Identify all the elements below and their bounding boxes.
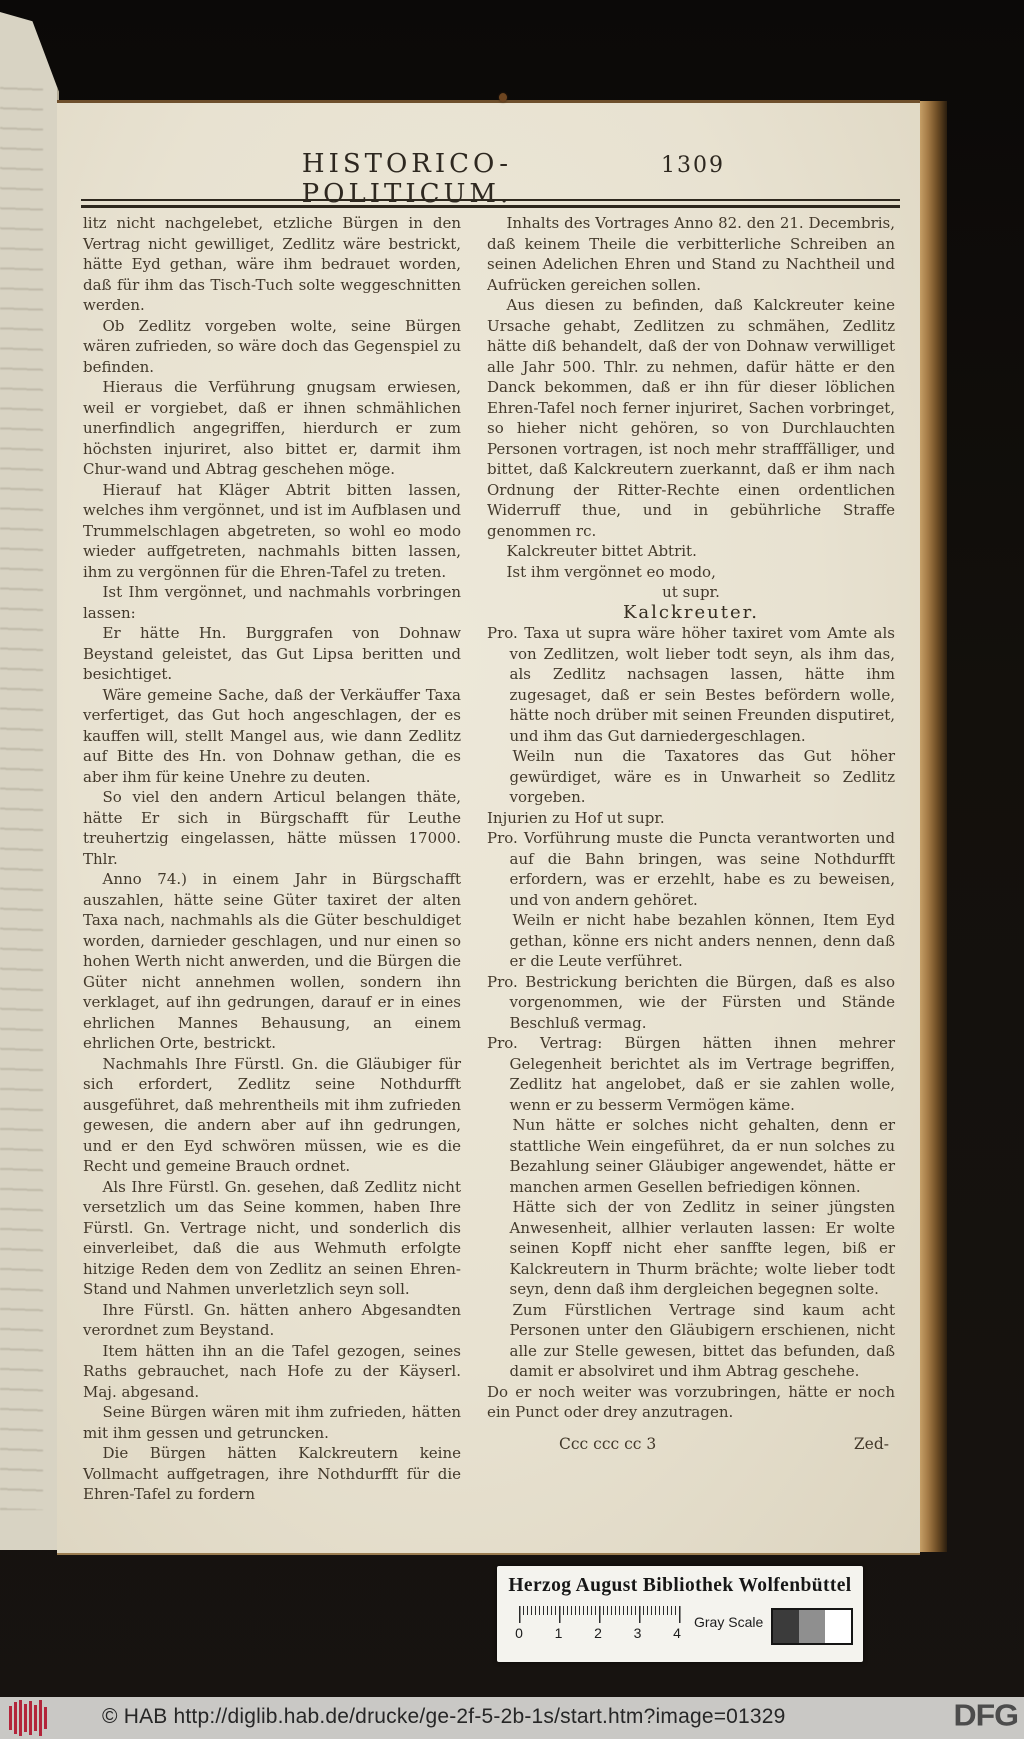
hab-logo-icon: [8, 1700, 50, 1736]
paragraph: Wäre gemeine Sache, daß der Verkäuffer Taxa verfertiget, das Gut hoch angeschlagen, der es kauffen will, stellt Mangel aus, wie dann Zedlitz auf Bitte des Hn. von Dohnaw gethan, die es aber ihm für keine Unehre zu deuten.: [83, 685, 461, 786]
page-edges-stack: [920, 101, 947, 1552]
paragraph: Weiln er nicht habe bezahlen können, Item Eyd gethan, könne ers nicht anders nennen, denn daß er die Leute verführet.: [509, 911, 895, 970]
paragraph: Nun hätte er solches nicht gehalten, denn er stattliche Wein eingeführet, da er nun solches zu Bezahlung seiner Gläubiger angewendet, hätte er manchen armen Gesellen befriedigen können.: [509, 1116, 895, 1196]
ruler-number: 2: [594, 1625, 602, 1641]
paragraph: Zum Fürstlichen Vertrage sind kaum acht Personen unter den Gläubigern erschienen, nicht alle zur Stelle gewesen, bittet das befunden, daß damit er absolviret und ihm Abtrag geschehe.: [509, 1300, 895, 1380]
library-name: Herzog August Bibliothek Wolfenbüttel: [508, 1575, 852, 1596]
gray-scale-label: Gray Scale: [694, 1614, 764, 1630]
dfg-logo: DFG: [953, 1697, 1018, 1733]
paragraph: Injurien zu Hof ut supr.: [487, 808, 665, 827]
gray-patch-dark: [773, 1610, 799, 1643]
library-color-card: [497, 1566, 863, 1662]
paragraph: Anno 74.) in einem Jahr in Bürgschafft auszahlen, hätte seine Güter taxiret der alten Taxa nach, nachmahls als die Güter beschuldiget worden, darnieder geschlagen, und nur einen so hohen Werth nicht anwerden, und die Bürgen die Güter nicht annehmen wollen, sondern ihn verklaget, auf ihn gedrungen, darauf er in eines ehrlichen Mannes Behausung, an einem ehrlichen Orte, bestrickt.: [83, 870, 461, 1052]
paragraph: Hierauf hat Kläger Abtrit bitten lassen, welches ihm vergönnet, und ist im Aufblasen und Trummelschlagen abgetreten, so wohl eo modo wieder auffgetreten, nachmahls bitten lassen, ihm zu vergönnen für die Ehren-Tafel zu treten.: [83, 480, 461, 581]
header-rule: [81, 199, 900, 208]
paragraph: Hätte sich der von Zedlitz in seiner jüngsten Anwesenheit, allhier verlauten lassen: Er wolte seinen Kopff nicht eher sanffte legen, biß er Kalckreutern in Thurm brächte; wolte lieber todt seyn, denn daß ihm dergleichen begegnen solte.: [509, 1198, 895, 1298]
ruler-number: 1: [554, 1625, 563, 1641]
wormhole-mark: [499, 93, 507, 102]
catchword: Zed-: [853, 1434, 889, 1453]
paragraph: Inhalts des Vortrages Anno 82. den 21. Decembris, daß keinem Theile die verbitterliche Schreiben an seinen Adelichen Ehren und Stand zu Nachtheil und Aufrücken gereichen sollen.: [487, 214, 895, 294]
paragraph: Seine Bürgen wären mit ihm zufrieden, hätten mit ihm gessen und getruncken.: [83, 1403, 461, 1442]
paragraph: Ist Ihm vergönnet, und nachmahls vorbringen lassen:: [83, 583, 461, 622]
signature-mark: Ccc ccc cc 3: [559, 1434, 657, 1453]
paragraph: Die Bürgen hätten Kalckreutern keine Vollmacht auffgetragen, ihre Nothdurfft für die Ehren-Tafel zu fordern: [83, 1444, 461, 1503]
paragraph: Kalckreuter bittet Abtrit.: [506, 542, 697, 560]
paragraph: Ist ihm vergönnet eo modo,: [506, 562, 716, 581]
ruler-number: 4: [673, 1625, 681, 1641]
gray-scale-patches: [771, 1608, 853, 1645]
source-url-text: © HAB http://diglib.hab.de/drucke/ge-2f-5-2b-1s/start.htm?image=01329: [102, 1705, 786, 1728]
paragraph: Do er noch weiter was vorzubringen, hätte er noch ein Punct oder drey anzutragen.: [487, 1382, 895, 1421]
paragraph: Als Ihre Fürstl. Gn. gesehen, daß Zedlitz nicht versetzlich um das Seine kommen, haben Ihre Fürstl. Gn. Vertrage nicht, und sonderlich dis einverleibet, daß die aus Wehmuth erfolgte hitzige Reden dem von Zedlitz an seinen Ehren-Stand und Nahmen unverletzlich seyn soll.: [83, 1177, 461, 1298]
color-card-row: [517, 1606, 853, 1645]
ruler-ticks: [519, 1606, 684, 1623]
paragraph: Pro. Taxa ut supra wäre höher taxiret vom Amte als von Zedlitzen, wolt lieber todt seyn, als ihm das, als Zedlitz nachsagen lassen, hätte ihm zugesaget, daß er sein Bestes befördern wolle, hätte noch drüber mit seinen Freunden disputiret, und ihm das Gut darniedergeschlagen.: [487, 624, 895, 745]
ruler-number: 0: [515, 1625, 523, 1641]
paragraph: Item hätten ihn an die Tafel gezogen, seines Raths gebrauchet, nach Hofe zu der Käyserl. Maj. abgesand.: [83, 1341, 461, 1401]
paragraph: Kalckreuter.: [622, 601, 759, 623]
paragraph: Er hätte Hn. Burggrafen von Dohnaw Beystand geleistet, das Gut Lipsa beritten und besichtiget.: [83, 624, 461, 683]
right-column-blocks: [487, 213, 895, 1423]
paragraph: litz nicht nachgelebet, etzliche Bürgen in den Vertrag nicht gewilliget, Zedlitz wäre bestrickt, hätte Eyd gethan, wäre ihm bedrauet worden, daß für ihm das Tisch-Tuch solte weggeschnitten werden.: [83, 214, 461, 314]
paragraph: So viel den andern Articul belangen thäte, hätte Er sich in Bürgschafft für Leuthe treuhertzig eingelassen, hätte müssen 17000. Thlr.: [83, 788, 461, 868]
running-title: HISTORICO-POLITICUM.: [301, 149, 513, 209]
paragraph: Pro. Vorführung muste die Puncta verantworten und auf die Bahn bringen, was seine Nothdurfft erfordern, was er erzehlt, habe es zu beweisen, und von andern gehöret.: [487, 829, 895, 909]
paragraph: Ihre Fürstl. Gn. hätten anhero Abgesandten verordnet zum Beystand.: [83, 1300, 461, 1339]
paragraph: Aus diesen zu befinden, daß Kalckreuter keine Ursache gehabt, Zedlitzen zu schmähen, Zedlitz hätte diß behandelt, daß der von Dohnaw verwilliget alle Jahr 500. Thlr. zu nehmen, dafür hätte er den Danck bekommen, daß er ihn für dieser löblichen Ehren-Tafel noch ferner injuriret, Sachen vorbringet, so hieher nicht gehören, so von Durchlauchten Personen vortragen, ist noch mehr strafffälliger, und bittet, daß Kalckreutern zuerkannt, daß er ihm nach Ordnung der Ritter-Rechte einen ordentlichen Widerruff thue, und in gebührliche Straffe genommen rc.: [487, 296, 895, 540]
paragraph: Pro. Bestrickung berichten die Bürgen, daß es also vorgenommen, wie der Fürsten und Stände Beschluß vermag.: [487, 972, 895, 1032]
paragraph: Hieraus die Verführung gnugsam erwiesen, weil er vorgiebet, daß er ihnen schmählichen unerfindlich angegriffen, hierdurch er zum höchsten injuriret, also bittet er, darmit ihm Chur-wand und Abtrag geschehen möge.: [83, 378, 461, 478]
book-page: [57, 100, 920, 1555]
paragraph: Nachmahls Ihre Fürstl. Gn. die Gläubiger für sich erfordert, Zedlitz seine Nothdurfft ausgeführet, daß mehrentheils mit ihm zufrieden gewesen, die andern aber auf ihn gedrungen, und er den Eyd schwören müssen, wie es die Recht und gemeine Brauch ordnet.: [83, 1054, 461, 1175]
paragraph: Weiln nun die Taxatores das Gut höher gewürdiget, wäre es in Unwarheit so Zedlitz vorgeben.: [509, 747, 895, 806]
paragraph: ut supr.: [662, 583, 720, 601]
adjacent-page-edge: [0, 12, 59, 1550]
ruler-number: 3: [633, 1625, 642, 1641]
gray-patch-mid: [799, 1610, 825, 1643]
footer-bar: [0, 1697, 1024, 1739]
paragraph: Pro. Vertrag: Bürgen hätten ihnen mehrer Gelegenheit berichtet als im Vertrage begriffen, Zedlitz hat angelobet, daß er sie zahlen wolle, wenn er zu besserm Vermögen käme.: [487, 1034, 895, 1114]
left-text-column: [83, 213, 461, 1505]
signature-row: [487, 1423, 895, 1453]
text-columns: [83, 213, 895, 1505]
ruler-numbers: [512, 1625, 684, 1641]
ruler-scale: [517, 1606, 684, 1641]
right-text-column: [487, 213, 895, 1505]
gray-patch-white: [825, 1610, 851, 1643]
paragraph: Ob Zedlitz vorgeben wolte, seine Bürgen wären zufrieden, so wäre doch das Gegenspiel zu befinden.: [83, 316, 461, 376]
page-number: 1309: [661, 153, 725, 178]
